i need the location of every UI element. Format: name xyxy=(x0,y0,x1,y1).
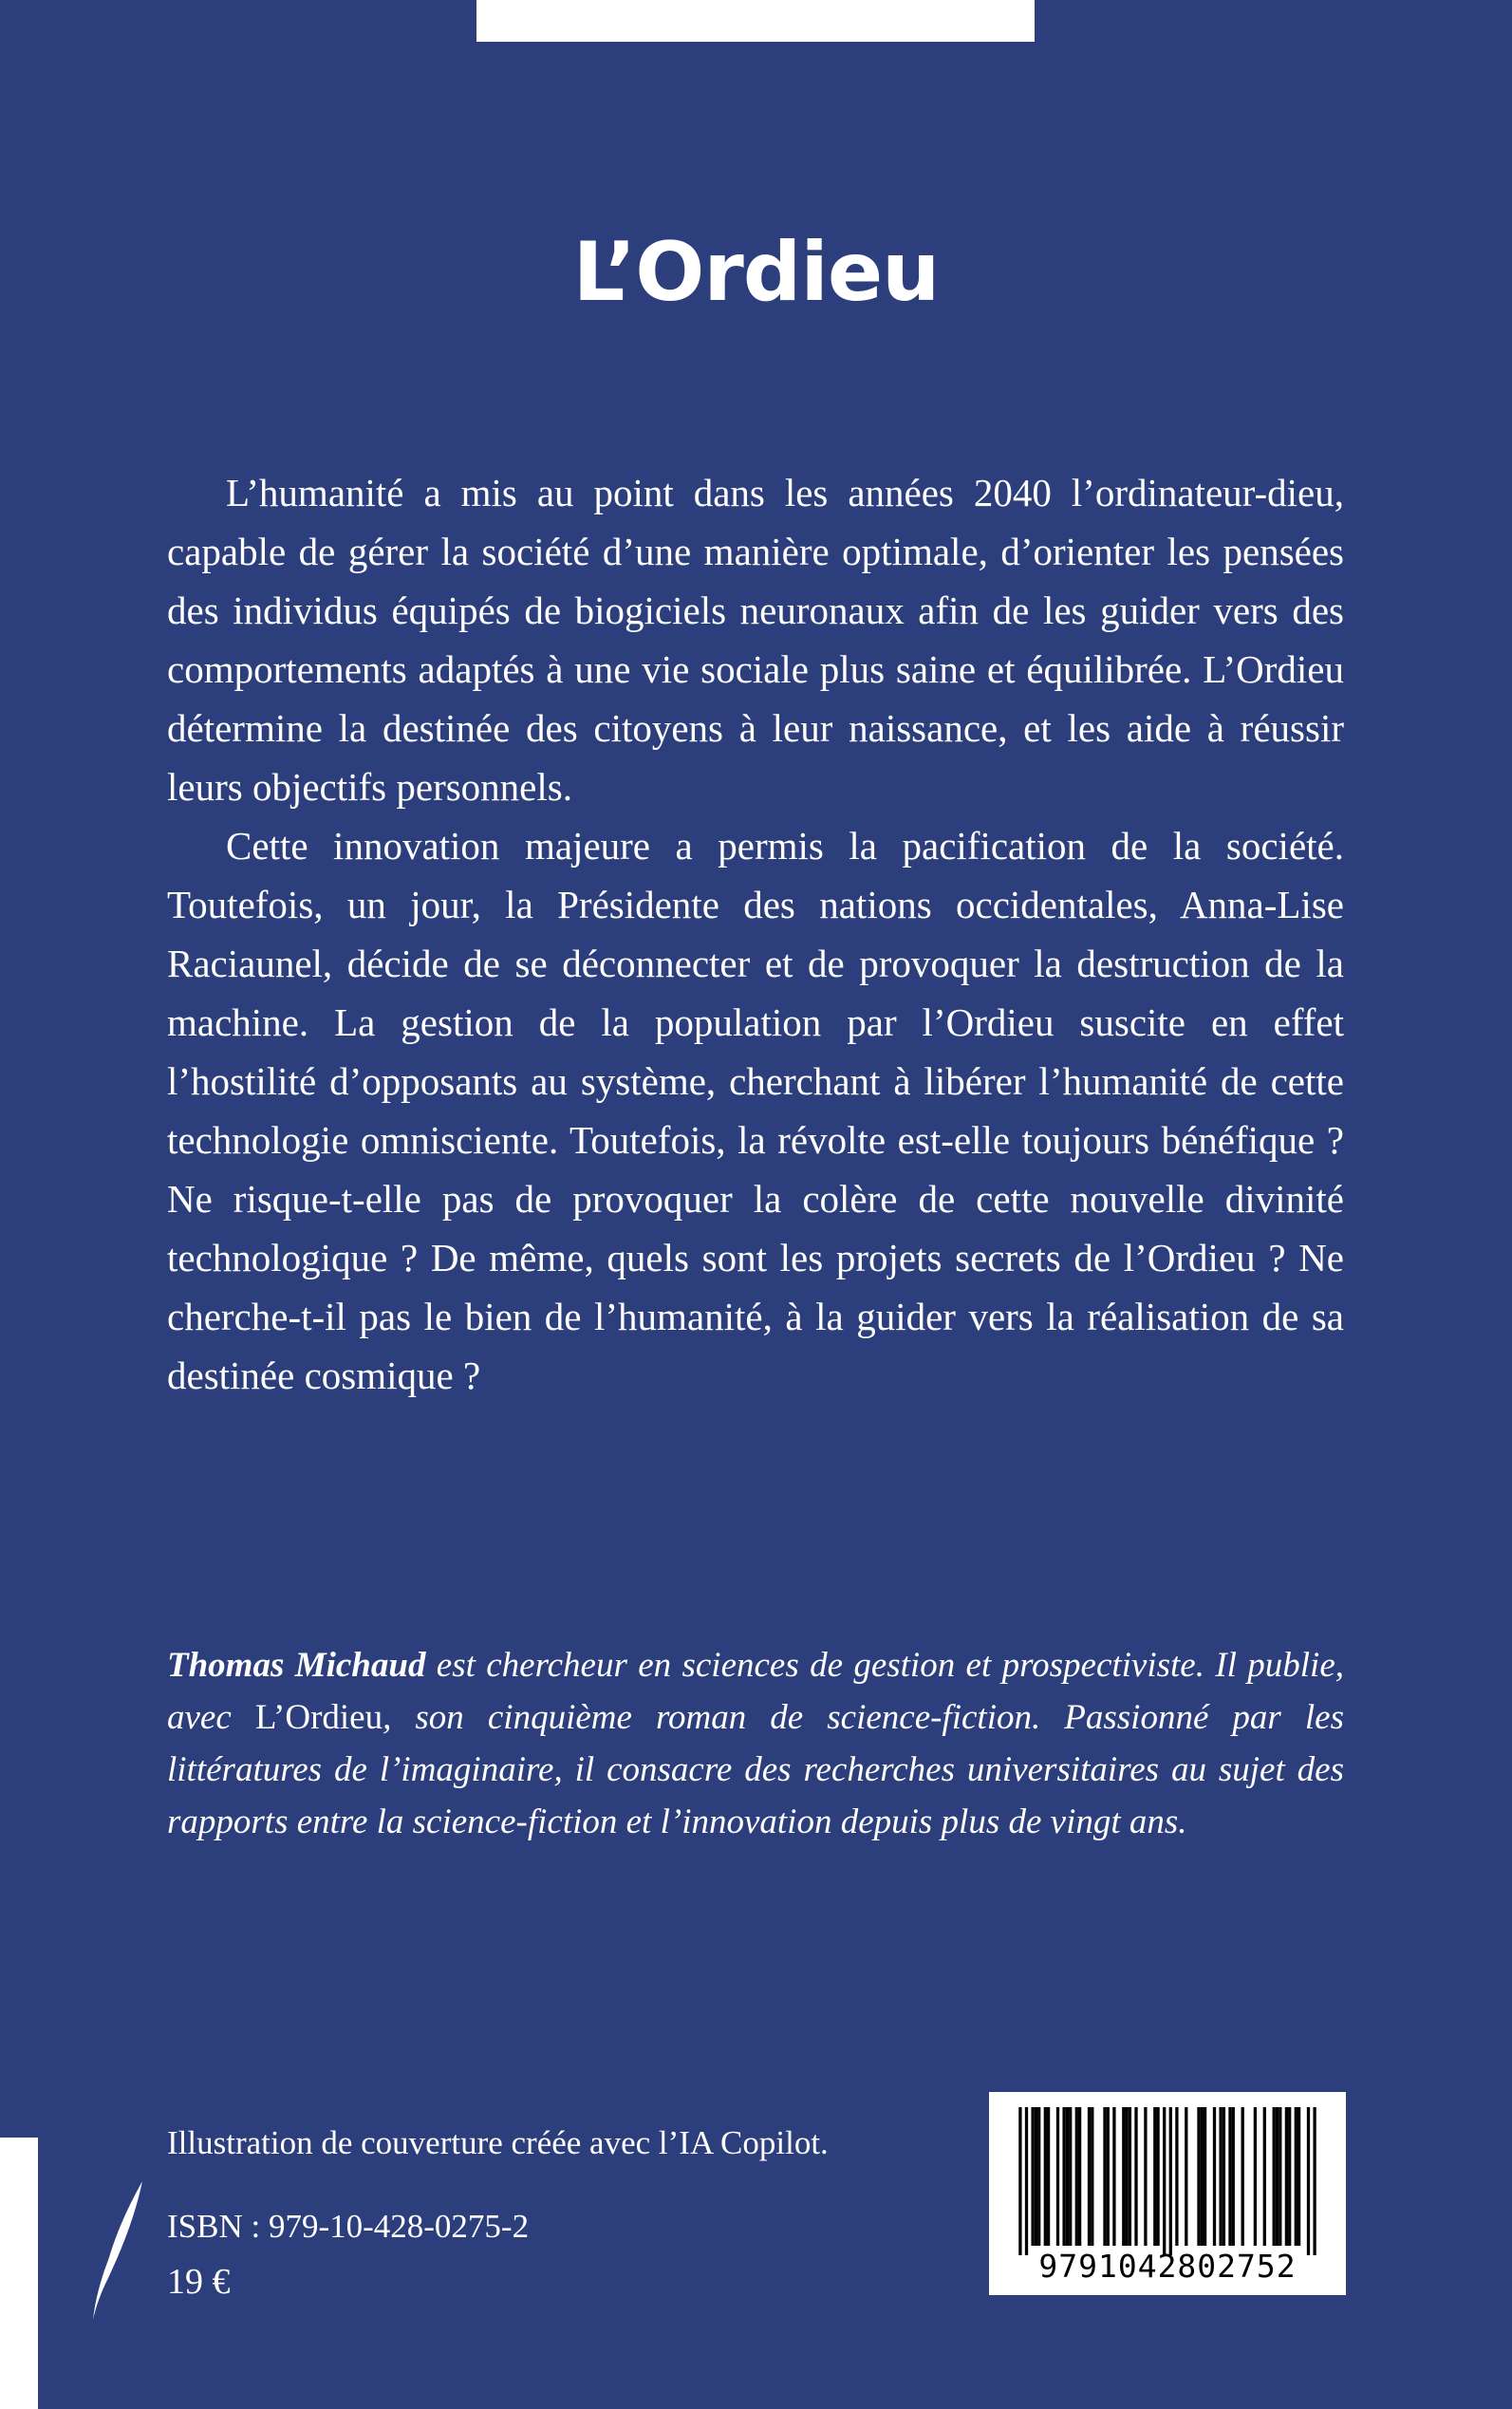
top-white-tab xyxy=(476,0,1035,42)
barcode-bar xyxy=(1201,2107,1204,2246)
barcode-bar xyxy=(1169,2107,1172,2255)
author-bio xyxy=(167,1639,1344,1848)
barcode-bar xyxy=(1129,2107,1131,2246)
barcode-bar xyxy=(1279,2107,1281,2246)
barcode-bar xyxy=(1018,2107,1021,2255)
synopsis-paragraph-2: Cette innovation majeure a permis la pacification de la société. Toutefois, un jour, la Présidente des nations occidentales, Anna-Lise Raciaunel, décide de se déconnecter et de provoquer la destruction de la machine. La gestion de la population par l’Ordieu suscite en effet l’hostilité d’opposants au système, cherchant à libérer l’humanité de cette technologie omnisciente. Toutefois, la révolte est-elle toujours bénéfique ? Ne risque-t-elle pas de provoquer la colère de cette nouvelle divinité technologique ? De même, quels sont les projets secrets de l’Ordieu ? Ne cherche-t-il pas le bien de l’humanité, à la guider vers la réalisation de sa destinée cosmique ? xyxy=(167,824,1344,1397)
barcode-bar xyxy=(1103,2107,1106,2246)
barcode-bar xyxy=(1107,2107,1110,2246)
barcode-bar xyxy=(1144,2107,1147,2246)
author-name: Thomas Michaud xyxy=(167,1646,426,1685)
left-white-strip xyxy=(0,2138,38,2409)
barcode-bar xyxy=(1263,2107,1266,2246)
barcode-bar xyxy=(1069,2107,1072,2246)
barcode-bar xyxy=(1056,2107,1059,2246)
barcode-bar xyxy=(1232,2107,1235,2246)
barcode-bar xyxy=(1297,2107,1300,2246)
book-title: L’Ordieu xyxy=(572,225,940,320)
barcode-bar xyxy=(1153,2107,1156,2246)
barcode-bar xyxy=(1078,2107,1081,2246)
barcode-bar xyxy=(1066,2107,1069,2246)
synopsis xyxy=(167,463,1344,1405)
barcode-bar xyxy=(1134,2107,1137,2246)
barcode-bar xyxy=(1254,2107,1257,2246)
barcode-bar xyxy=(1185,2107,1187,2246)
barcode-bar xyxy=(1295,2107,1297,2246)
barcode-number: 9791042802752 xyxy=(1038,2248,1297,2285)
barcode-bar xyxy=(1156,2107,1159,2246)
barcode-bar xyxy=(1112,2107,1115,2246)
barcode-bar xyxy=(1219,2107,1222,2246)
barcode-bar xyxy=(1047,2107,1050,2246)
barcode-bar xyxy=(1062,2107,1065,2246)
barcode-bar xyxy=(1273,2107,1276,2246)
barcode-bar xyxy=(1313,2107,1316,2255)
barcode-bar xyxy=(1075,2107,1078,2246)
barcode-bar xyxy=(1223,2107,1225,2246)
cover-credit: Illustration de couverture créée avec l’IA Copilot. xyxy=(167,2124,829,2161)
barcode-bar xyxy=(1031,2107,1034,2246)
bio-text-1: est chercheur en sciences de gestion et prospectiviste. Il publie, avec xyxy=(167,1646,1344,1737)
price: 19 € xyxy=(167,2262,231,2302)
barcode-bar xyxy=(1125,2107,1128,2246)
bio-book-title: L’Ordieu xyxy=(254,1698,383,1737)
barcode-bar xyxy=(1307,2107,1310,2255)
barcode-bar xyxy=(1288,2107,1291,2246)
barcode-bar xyxy=(1213,2107,1216,2246)
barcode-bar xyxy=(1241,2107,1244,2246)
isbn: ISBN : 979-10-428-0275-2 xyxy=(167,2208,530,2245)
barcode xyxy=(989,2092,1346,2295)
barcode-bar xyxy=(1088,2107,1091,2246)
barcode-bar xyxy=(1044,2107,1047,2246)
synopsis-paragraph-1: L’humanité a mis au point dans les années 2040 l’ordinateur-dieu, capable de gérer la société d’une manière optimale, d’orienter les pensées des individus équipés de biogiciels neuronaux afin de les guider vers des comportements adaptés à une vie sociale plus saine et équilibrée. L’Ordieu détermine la destinée des citoyens à leur naissance, et les aide à réussir leurs objectifs personnels. xyxy=(167,471,1344,809)
barcode-bar xyxy=(1037,2107,1040,2246)
barcode-bar xyxy=(1091,2107,1093,2246)
barcode-bar xyxy=(1197,2107,1200,2246)
barcode-bar xyxy=(1163,2107,1166,2255)
bio-text-2: , son cinquième roman de science-fiction. Passionné par les littératures de l’imaginaire, il consacre des recherches universitaires au sujet des rapports entre la science-fiction et l’innovation depuis plus de vingt ans. xyxy=(167,1698,1344,1841)
barcode-bar xyxy=(1204,2107,1206,2246)
feather-icon xyxy=(87,2179,148,2322)
barcode-bar xyxy=(1035,2107,1037,2246)
barcode-bar xyxy=(1175,2107,1178,2246)
barcode-bar xyxy=(1025,2107,1028,2255)
barcode-bar xyxy=(1285,2107,1288,2246)
barcode-bar xyxy=(1122,2107,1125,2246)
barcode-bar xyxy=(1228,2107,1231,2246)
barcode-bar xyxy=(1276,2107,1279,2246)
